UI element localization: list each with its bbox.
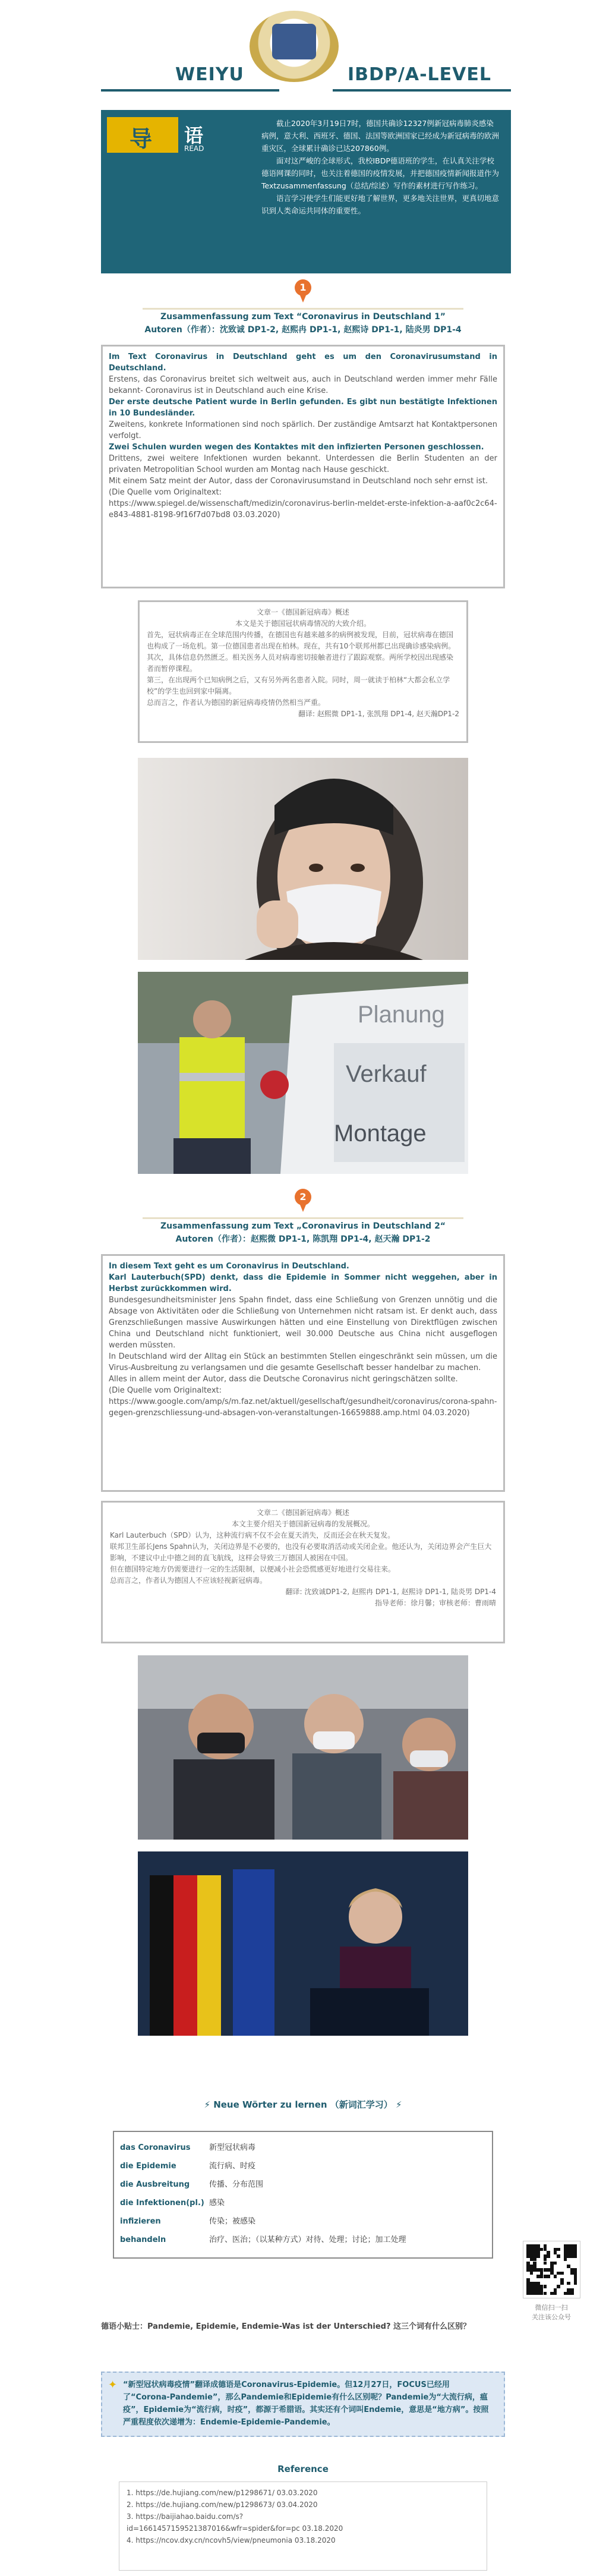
vocab-row: behandeln 治疗、医治；（以某种方式）对待、处理；讨论；加工处理	[120, 2235, 406, 2244]
header-divider	[101, 89, 279, 92]
reference-title: Reference	[277, 2464, 329, 2474]
tip-question: 德语小贴士：Pandemie, Epidemie, Endemie-Was ist der Unterschied? 这三个词有什么区别？	[101, 2322, 471, 2331]
paragraph: Karl Lauterbuch(SPD) denkt, dass die Epidemie in Sommer nicht weggehen, aber in Herbst zurückkommen wird.	[109, 1273, 497, 1293]
chinese-summary-text: 文章二《德国新冠病毒》概述 本文主要介绍关于德国新冠病毒的发展概况。 Karl Lauterbuch（SPD）认为，这种流行病不仅不会在夏天消失，反而还会在秋天复发。 联邦卫生部长Jens Spahn认为，关闭边界是不必要的，也没有必要取消活动或关闭企业。他还认为，关闭边界会产生巨大影响，不建议中止中德之间的直飞航线，这样会导致三万德国人被困在中国。 但在德国特定地方仍需要进行一定的生活限制，以便减小社会恐慌感更好地进行交易往来。 总而言之，作者认为德国人不应该轻视新冠病毒。 翻译: 沈致诚DP1-2, 赵熙冉 DP1-1, 赵熙诗 DP1-1, 陆炎男 DP1-4 指导老师：徐月馨；审核老师：曹雨晴	[110, 1507, 496, 1609]
vocab-box	[113, 2131, 493, 2259]
reference-item[interactable]: 3. https://baijiahao.baidu.com/s?	[127, 2512, 244, 2521]
paragraph: Zwei Schulen wurden wegen des Kontaktes mit den infizierten Personen geschlossen.	[109, 443, 484, 452]
paragraph: 总而言之，作者认为德国的新冠病毒疫情仍然相当严重。	[147, 698, 326, 707]
vocab-row: die Ausbreitung 传播、分布范围	[120, 2180, 264, 2189]
school-logo	[250, 11, 339, 82]
credit-line: 指导老师：徐月馨；审核老师：曹雨晴	[374, 1599, 496, 1607]
vocab-row: infizieren 传染；被感染	[120, 2217, 256, 2226]
reference-box	[119, 2481, 487, 2571]
divider	[143, 1217, 463, 1219]
section-title: Zusammenfassung zum Text “Coronavirus in Deutschland 1” Autoren（作者）：沈致诚 DP1-2, 赵熙冉 DP1-1, 赵熙诗 DP1-1, 陆炎男 DP1-4	[144, 312, 462, 335]
paragraph: (Die Quelle vom Originaltext:	[109, 488, 222, 497]
qr-caption: 微信扫一扫 关注该公众号	[532, 2304, 571, 2321]
chinese-summary-box	[138, 600, 468, 743]
paragraph: Mit einem Satz meint der Autor, dass der Coronavirusumstand in Deutschland noch sehr ernst ist.	[109, 477, 488, 486]
reference-item[interactable]: 2. https://de.hujiang.com/new/p1298673/ 03.04.2020	[127, 2501, 318, 2509]
paragraph: Zweitens, konkrete Informationen sind noch spärlich. Der zuständige Amtsarzt hat Kontaktpersonen verfolgt.	[109, 420, 497, 440]
reference-item[interactable]: 4. https://ncov.dxy.cn/ncovh5/view/pneumonia 03.18.2020	[127, 2536, 336, 2544]
lightning-icon: ⚡	[204, 2099, 214, 2110]
paragraph: (Die Quelle vom Originaltext:	[109, 1386, 222, 1395]
vocab-row: die Epidemie 流行病、时疫	[120, 2162, 256, 2171]
paragraph: 第三，在出现两个已知病例之后，又有另外两名患者入院。同时，周一就读于柏林“大都会私立学校”的学生也回到家中隔离。	[147, 676, 450, 695]
german-summary-box	[101, 345, 505, 588]
lightning-icon: ⚡	[392, 2099, 402, 2110]
paragraph: In Deutschland wird der Alltag ein Stück an bestimmten Stellen eingeschränkt sein müssen, um die Virus-Ausbreitung zu verlangsamen und die gesamte Gesellschaft besser handelbar zu machen.	[109, 1352, 497, 1372]
svg-text:Planung: Planung	[358, 1002, 445, 1028]
paragraph: https://www.google.com/amp/s/m.faz.net/aktuell/gesellschaft/gesundheit/coronavirus/corona-spahn-gegen-grenzschliessung-und-absagen-von-veranstaltungen-16659888.amp.html 04.03.2020)	[109, 1397, 497, 1418]
intro-box	[101, 110, 511, 273]
paragraph: Karl Lauterbuch（SPD）认为，这种流行病不仅不会在夏天消失，反而还会在秋天复发。	[110, 1531, 395, 1539]
photo-crowd-masks	[138, 1655, 468, 1840]
german-summary-box	[101, 1254, 505, 1492]
header-divider	[333, 89, 511, 92]
section-marker: 1	[293, 279, 313, 303]
german-summary-text	[109, 1261, 497, 1419]
reference-item[interactable]: id=1661457159521387016&wfr=spider&for=pc 03.18.2020	[127, 2524, 343, 2533]
paragraph: Erstens, das Coronavirus breitet sich weltweit aus, auch in Deutschland werden immer mehr Fälle bekannt- Coronavirus ist in Deutschland auch eine Krise.	[109, 375, 497, 395]
paragraph: Drittens, zwei weitere Infektionen wurden bekannt. Unterdessen die Berlin Studenten an der privaten Metropolitian School wurden am Montag nach Hause geschickt.	[109, 454, 497, 474]
intro-read-label: READ	[184, 144, 204, 153]
section-title: Zusammenfassung zum Text „Coronavirus in Deutschland 2“ Autoren（作者）：赵熙微 DP1-1, 陈凯翔 DP1-4, 赵天瀚 DP1-2	[160, 1221, 446, 1244]
vocab-row: das Coronavirus 新型冠状病毒	[120, 2143, 256, 2152]
svg-text:Montage: Montage	[334, 1120, 427, 1147]
paragraph: 联邦卫生部长Jens Spahn认为，关闭边界是不必要的，也没有必要取消活动或关闭企业。他还认为，关闭边界会产生巨大影响，不建议中止中德之间的直飞航线，这样会导致三万德国人被困在中国。	[110, 1542, 492, 1562]
header-right-title: IBDP/A-LEVEL	[348, 64, 491, 85]
reference-list	[127, 2487, 343, 2546]
star-icon: ✦	[108, 2379, 118, 2391]
svg-text:Verkauf: Verkauf	[346, 1061, 427, 1087]
photo-woman-mask	[138, 758, 468, 960]
intro-text: 截止2020年3月19日7时，德国共确诊12327例新冠病毒肺炎感染病例，意大利、西班牙、德国、法国等欧洲国家已经成为新冠病毒的欧洲重灾区，全球累计确诊已达207860例。 面对这严峻的全球形式，我校IBDP德语班的学生，在认真关注学校德语网课的同时，也关注着德国的疫情发展，并把德国疫情新闻报道作为Textzusammenfassung（总结/综述）写作的素材进行写作练习。 语言学习使学生们能更好地了解世界，更多地关注世界，更真切地意识到人类命运共同体的重要性。	[261, 119, 500, 215]
section-marker: 2	[293, 1189, 313, 1213]
tip-box: ✦ “新型冠状病毒疫情”翻译成德语是Coronavirus-Epidemie。但12月27日，FOCUS已经用了“Corona-Pandemie”，那么Pandemie和Epidemie有什么区别呢？Pandemie为“大流行病，瘟疫”，Epidemie为“流行病，时疫”，都源于希腊语。其实还有个词叫Endemie，意思是“地方病”。按照严重程度依次递增为：Endemie-Epidemie-Pandemie。	[101, 2372, 505, 2437]
chinese-summary-box	[101, 1501, 505, 1643]
paragraph: 首先，冠状病毒正在全球范围内传播，在德国也有越来越多的病例被发现，目前，冠状病毒在德国也构成了一场危机。第一位德国患者出现在柏林。现在，共有10个联邦州都已出现确诊感染病例。	[147, 631, 456, 650]
paragraph: 本文是关于德国冠状病毒情况的大致介绍。	[235, 619, 371, 628]
photo-press-conference	[138, 1851, 468, 2036]
vocab-row: die Infektionen(pl.) 感染	[120, 2199, 225, 2207]
paragraph: In diesem Text geht es um Coronavirus in Deutschland.	[109, 1262, 349, 1271]
paragraph: 本文主要介绍关于德国新冠病毒的发展概况。	[231, 1520, 374, 1528]
credit-line: 翻译: 赵熙微 DP1-1, 张凯翔 DP1-4, 赵天瀚DP1-2	[298, 710, 459, 718]
paragraph: Alles in allem meint der Autor, dass die Deutsche Coronavirus nicht geringschätzen sollte.	[109, 1375, 458, 1384]
photo-police-checkpoint	[138, 972, 468, 1174]
paragraph: 其次，具体信息仍然匮乏。相关医务人员对病毒密切接触者进行了跟踪观察。两所学校因出现感染者而暂停课程。	[147, 653, 454, 673]
qr-code[interactable]	[523, 2241, 580, 2298]
header-left-title: WEIYU	[175, 64, 244, 85]
paragraph: 总而言之，作者认为德国人不应该轻视新冠病毒。	[110, 1576, 267, 1585]
paragraph: Bundesgesundheitsminister Jens Spahn findet, dass eine Schließung von Grenzen unnötig und die Absage von Aktivitäten oder die Schließung von Unternehmen nicht ratsam ist. Er denkt auch, dass Grenzschließungen massive Auswirkungen hätten und eine Einstellung von Direktflügen zwischen China und Deutschland nicht funktioniert, weil 30.000 Deutsche aus China nicht ausgeflogen werden müssten.	[109, 1296, 497, 1350]
divider	[143, 308, 463, 310]
paragraph: https://www.spiegel.de/wissenschaft/medizin/coronavirus-berlin-meldet-erste-infektion-a-aaf0c2c64-e843-4881-8198-9f16f7d07bd8 03.03.2020)	[109, 499, 497, 519]
intro-tag: 导	[107, 117, 178, 153]
paragraph: Im Text Coronavirus in Deutschland geht es um den Coronavirusumstand in Deutschland.	[109, 352, 497, 373]
german-summary-text	[109, 351, 497, 521]
paragraph: Der erste deutsche Patient wurde in Berlin gefunden. Es gibt nun bestätigte Infektionen in 10 Bundesländer.	[109, 398, 497, 418]
credit-line: 翻译: 沈致诚DP1-2, 赵熙冉 DP1-1, 赵熙诗 DP1-1, 陆炎男 DP1-4	[285, 1588, 496, 1596]
intro-tag-text: 语	[184, 124, 204, 147]
vocab-title: ⚡ Neue Wörter zu lernen （新词汇学习） ⚡	[204, 2099, 402, 2110]
chinese-summary-text: 文章一《德国新冠病毒》概述 本文是关于德国冠状病毒情况的大致介绍。 首先，冠状病毒正在全球范围内传播，在德国也有越来越多的病例被发现，目前，冠状病毒在德国也构成了一场危机。第一位德国患者出现在柏林。现在，共有10个联邦州都已出现确诊感染病例。 其次，具体信息仍然匮乏。相关医务人员对病毒密切接触者进行了跟踪观察。两所学校因出现感染者而暂停课程。 第三，在出现两个已知病例之后，又有另外两名患者入院。同时，周一就读于柏林“大都会私立学校”的学生也回到家中隔离。 总而言之，作者认为德国的新冠病毒疫情仍然相当严重。 翻译: 赵熙微 DP1-1, 张凯翔 DP1-4, 赵天瀚DP1-2	[147, 607, 459, 720]
paragraph: 但在德国特定地方仍需要进行一定的生活限制，以便减小社会恐慌感更好地进行交易往来。	[110, 1565, 396, 1573]
reference-item[interactable]: 1. https://de.hujiang.com/new/p1298671/ 03.03.2020	[127, 2489, 318, 2497]
header	[0, 0, 606, 95]
